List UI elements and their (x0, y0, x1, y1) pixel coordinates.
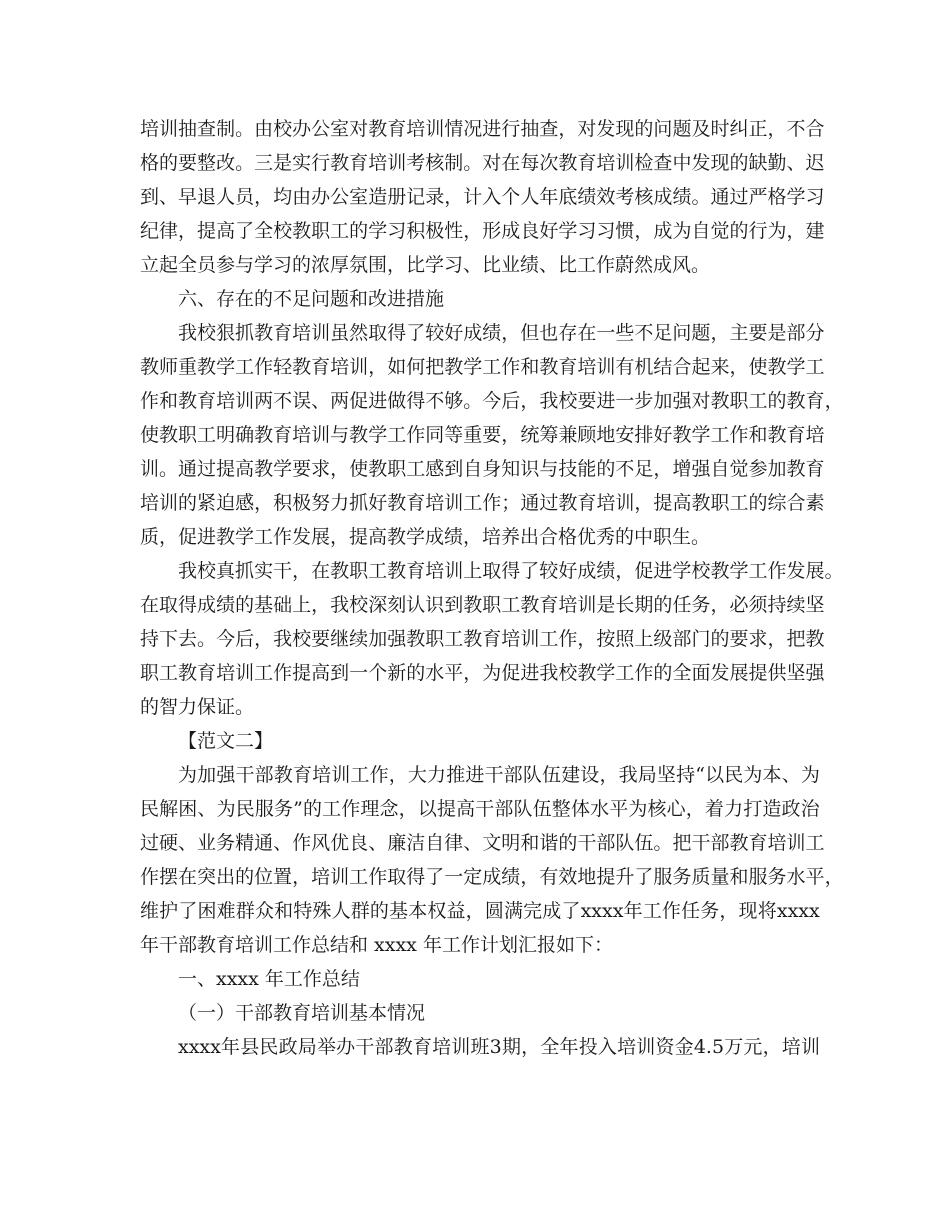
paragraph-line: 到 、 早 退 人 员 ， 均 由 办 公 室 造 册 记 录 ， 计 入 个 人 年 底 绩 效 考 核 成 绩 。 通 过 严 格 学 习 (140, 186, 825, 208)
section-heading: 一、xxxx 年工作总结 (178, 968, 360, 990)
paragraph-first-line: 为 加 强 干 部 教 育 培 训 工 作 ， 大 力 推 进 干 部 队 伍 建 设 ， 我 局 坚 持 “ 以 民 为 本 、 为 (178, 764, 820, 786)
paragraph-line: 民 解 困 、 为 民 服 务 ” 的 工 作 理 念 ， 以 提 高 干 部 队 伍 整 体 水 平 为 核 心 ， 着 力 打 造 政 治 (140, 798, 820, 820)
paragraph-line: 训 。 通 过 提 高 教 学 要 求 ， 使 教 职 工 感 到 自 身 知 识 与 技 能 的 不 足 ， 增 强 自 觉 参 加 教 育 (140, 458, 825, 480)
paragraph-last-line: 的智力保证。 (140, 696, 255, 718)
paragraph-last-line: 年干部教育培训工作总结和 xxxx 年工作计划汇报如下： (140, 934, 613, 956)
paragraph-line: 作 摆 在 突 出 的 位 置 ， 培 训 工 作 取 得 了 一 定 成 绩 ， 有 效 地 提 升 了 服 务 质 量 和 服 务 水 平 ， (140, 866, 844, 888)
section-heading: （一）干部教育培训基本情况 (178, 1002, 426, 1024)
paragraph-last-line: 立起全员参与学习的浓厚氛围，比学习、比业绩、比工作蔚然成风。 (140, 254, 711, 276)
paragraph-line: 作 和 教 育 培 训 两 不 误 、 两 促 进 做 得 不 够 。 今 后 ， 我 校 要 进 一 步 加 强 对 教 职 工 的 教 育 ， (140, 390, 844, 412)
section-heading: 六、存在的不足问题和改进措施 (178, 288, 445, 310)
paragraph-first-line: 我 校 狠 抓 教 育 培 训 虽 然 取 得 了 较 好 成 绩 ， 但 也 存 在 一 些 不 足 问 题 ， 主 要 是 部 分 (178, 322, 825, 344)
paragraph-line: 教 师 重 教 学 工 作 轻 教 育 培 训 ， 如 何 把 教 学 工 作 和 教 育 培 训 有 机 结 合 起 来 ， 使 教 学 工 (140, 356, 825, 378)
paragraph-line: 持 下 去 。 今 后 ， 我 校 要 继 续 加 强 教 职 工 教 育 培 训 工 作 ， 按 照 上 级 部 门 的 要 求 ， 把 教 (140, 628, 825, 650)
paragraph-last-line: 质，促进教学工作发展，提高教学成绩，培养出合格优秀的中职生。 (140, 526, 711, 548)
paragraph-first-line: 我 校 真 抓 实 干 ， 在 教 职 工 教 育 培 训 上 取 得 了 较 好 成 绩 ， 促 进 学 校 教 学 工 作 发 展 。 (178, 560, 844, 582)
paragraph-line: 维 护 了 困 难 群 众 和 特 殊 人 群 的 基 本 权 益 ， 圆 满 完 成 了 xxxx 年 工 作 任 务 ， 现 将 xxxx (140, 900, 820, 922)
paragraph-line: 培 训 的 紧 迫 感 ， 积 极 努 力 抓 好 教 育 培 训 工 作 ； 通 过 教 育 培 训 ， 提 高 教 职 工 的 综 合 素 (140, 492, 825, 514)
paragraph-line: 职 工 教 育 培 训 工 作 提 高 到 一 个 新 的 水 平 ， 为 促 进 我 校 教 学 工 作 的 全 面 发 展 提 供 坚 强 (140, 662, 825, 684)
paragraph-line: 过 硬 、 业 务 精 通 、 作 风 优 良 、 廉 洁 自 律 、 文 明 和 谐 的 干 部 队 伍 。 把 干 部 教 育 培 训 工 (140, 832, 825, 854)
paragraph-line: 纪 律 ， 提 高 了 全 校 教 职 工 的 学 习 积 极 性 ， 形 成 良 好 学 习 习 惯 ， 成 为 自 觉 的 行 为 ， 建 (140, 220, 825, 242)
document-body (140, 112, 844, 1064)
section-heading: 【范文二】 (178, 730, 274, 752)
paragraph-line: 使 教 职 工 明 确 教 育 培 训 与 教 学 工 作 同 等 重 要 ， 统 筹 兼 顾 地 安 排 好 教 学 工 作 和 教 育 培 (140, 424, 825, 446)
paragraph-line: 培 训 抽 查 制 。 由 校 办 公 室 对 教 育 培 训 情 况 进 行 抽 查 ， 对 发 现 的 问 题 及 时 纠 正 ， 不 合 (140, 118, 825, 140)
paragraph-line: 格 的 要 整 改 。 三 是 实 行 教 育 培 训 考 核 制 。 对 在 每 次 教 育 培 训 检 查 中 发 现 的 缺 勤 、 迟 (140, 152, 825, 174)
paragraph-line: 在 取 得 成 绩 的 基 础 上 ， 我 校 深 刻 认 识 到 教 职 工 教 育 培 训 是 长 期 的 任 务 ， 必 须 持 续 坚 (140, 594, 825, 616)
paragraph-first-line: xxxx 年 县 民 政 局 举 办 干 部 教 育 培 训 班 3 期 ， 全 年 投 入 培 训 资 金 4.5 万 元 ， 培 训 (178, 1036, 820, 1058)
